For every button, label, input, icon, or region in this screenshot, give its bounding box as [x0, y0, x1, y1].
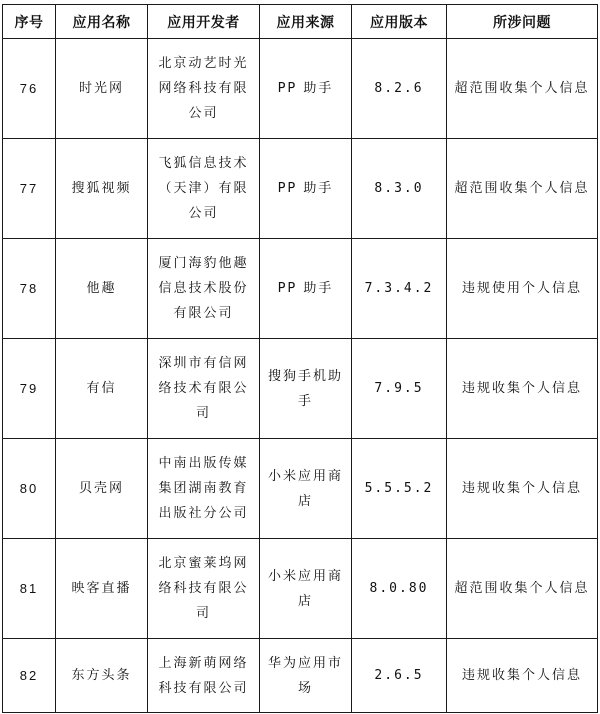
- row-app-name: 映客直播: [56, 539, 148, 639]
- source-line: 场: [297, 680, 313, 696]
- row-no: 81: [3, 539, 56, 639]
- row-issue: 超范围收集个人信息: [447, 39, 598, 139]
- row-developer: [148, 439, 260, 539]
- row-no: 79: [3, 339, 56, 439]
- header-app-name: 应用名称: [56, 5, 148, 39]
- source-line: 手: [297, 393, 313, 409]
- row-developer: [148, 139, 260, 239]
- source-line: 华为应用市: [267, 655, 343, 671]
- developer-line: 司: [195, 606, 211, 621]
- row-developer: [148, 539, 260, 639]
- row-issue: 违规收集个人信息: [447, 339, 598, 439]
- row-version: 2.6.5: [352, 639, 447, 713]
- row-source: [260, 439, 352, 539]
- table-row: [3, 239, 598, 339]
- developer-line: 公司: [188, 206, 219, 221]
- row-source: [260, 139, 352, 239]
- row-source: [260, 539, 352, 639]
- row-version: 7.3.4.2: [352, 239, 447, 339]
- header-source: 应用来源: [260, 5, 352, 39]
- developer-line: 网络科技有限: [158, 81, 249, 96]
- row-app-name: 搜狐视频: [56, 139, 148, 239]
- header-row: [3, 5, 598, 39]
- row-no: 80: [3, 439, 56, 539]
- header-version: 应用版本: [352, 5, 447, 39]
- row-no: 78: [3, 239, 56, 339]
- row-version: 5.5.5.2: [352, 439, 447, 539]
- row-source: [260, 239, 352, 339]
- row-app-name: 东方头条: [56, 639, 148, 713]
- row-no: 77: [3, 139, 56, 239]
- row-issue: 超范围收集个人信息: [447, 139, 598, 239]
- table-row: [3, 339, 598, 439]
- source-line: 小米应用商: [267, 468, 343, 484]
- row-app-name: 贝壳网: [56, 439, 148, 539]
- row-app-name: 他趣: [56, 239, 148, 339]
- row-version: 8.0.80: [352, 539, 447, 639]
- developer-line: 北京动艺时光: [158, 56, 249, 71]
- header-no: 序号: [3, 5, 56, 39]
- row-source: [260, 639, 352, 713]
- source-line: 搜狗手机助: [267, 368, 343, 384]
- header-developer: 应用开发者: [148, 5, 260, 39]
- row-version: 7.9.5: [352, 339, 447, 439]
- developer-line: 络技术有限公: [158, 381, 249, 396]
- row-developer: [148, 39, 260, 139]
- developer-line: 上海新萌网络: [158, 655, 249, 671]
- source-line: 小米应用商: [267, 568, 343, 584]
- developer-line: 出版社分公司: [158, 506, 249, 521]
- row-app-name: 时光网: [56, 39, 148, 139]
- row-issue: 违规使用个人信息: [447, 239, 598, 339]
- developer-line: 信息技术股份: [158, 281, 249, 296]
- developer-line: 厦门海豹他趣: [158, 256, 249, 271]
- row-version: 8.3.0: [352, 139, 447, 239]
- developer-line: 深圳市有信网: [158, 356, 249, 371]
- header-issue: 所涉问题: [447, 5, 598, 39]
- row-source: [260, 39, 352, 139]
- developer-line: （天津）有限: [158, 181, 249, 196]
- source-line: PP 助手: [277, 81, 334, 96]
- table-row: [3, 139, 598, 239]
- developer-line: 集团湖南教育: [158, 481, 249, 496]
- source-line: 店: [297, 493, 313, 509]
- row-issue: 超范围收集个人信息: [447, 539, 598, 639]
- app-issues-table: [2, 4, 598, 713]
- row-developer: [148, 339, 260, 439]
- developer-line: 飞狐信息技术: [158, 156, 249, 171]
- row-version: 8.2.6: [352, 39, 447, 139]
- row-issue: 违规收集个人信息: [447, 439, 598, 539]
- developer-line: 北京蜜莱坞网: [158, 556, 249, 571]
- source-line: PP 助手: [277, 281, 334, 296]
- source-line: 店: [297, 593, 313, 609]
- developer-line: 络科技有限公: [158, 581, 249, 596]
- table-row: [3, 439, 598, 539]
- row-app-name: 有信: [56, 339, 148, 439]
- row-source: [260, 339, 352, 439]
- table-row: [3, 539, 598, 639]
- row-no: 82: [3, 639, 56, 713]
- row-issue: 违规收集个人信息: [447, 639, 598, 713]
- row-developer: [148, 639, 260, 713]
- row-developer: [148, 239, 260, 339]
- source-line: PP 助手: [277, 181, 334, 196]
- row-no: 76: [3, 39, 56, 139]
- table-row: [3, 39, 598, 139]
- developer-line: 公司: [188, 106, 219, 121]
- table-row: [3, 639, 598, 713]
- developer-line: 有限公司: [173, 306, 234, 321]
- developer-line: 科技有限公司: [158, 680, 249, 696]
- developer-line: 司: [195, 406, 211, 421]
- developer-line: 中南出版传媒: [158, 456, 249, 471]
